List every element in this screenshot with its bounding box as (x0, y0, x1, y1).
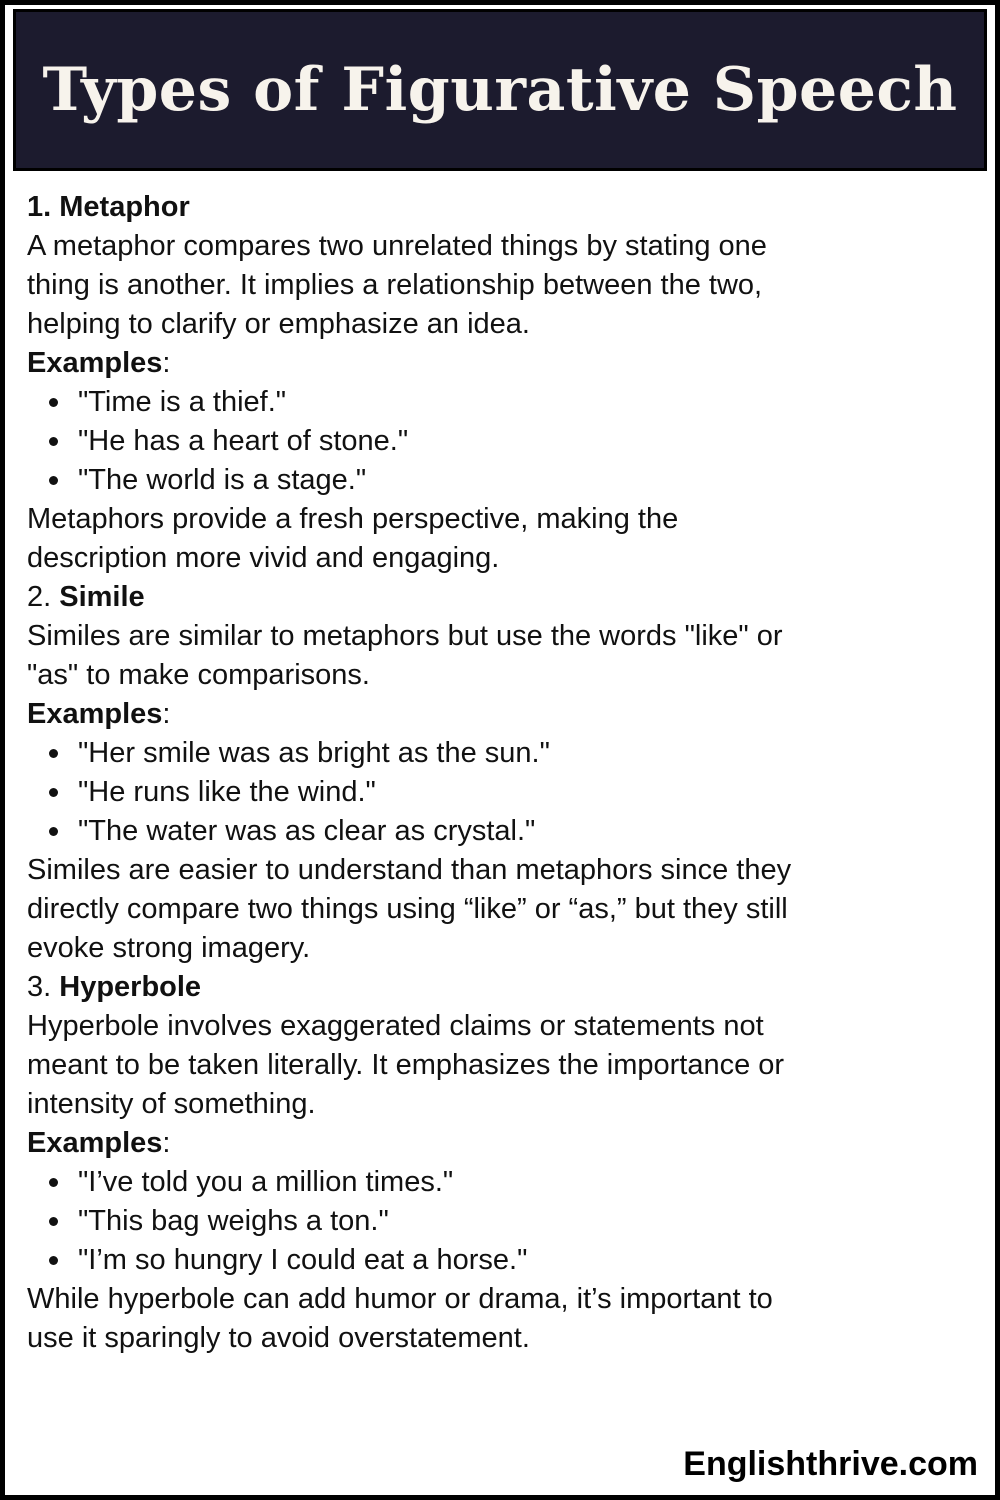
section-number: 2. (27, 581, 52, 613)
list-item (27, 734, 977, 773)
examples-heading: Examples: (27, 1127, 171, 1159)
description-line: helping to clarify or emphasize an idea. (27, 308, 530, 340)
description-line: Similes are similar to metaphors but use the words "like" or (27, 620, 783, 652)
example-text: "Her smile was as bright as the sun." (78, 737, 550, 769)
bullet-icon (49, 1217, 58, 1226)
list-item (27, 1163, 977, 1202)
bullet-icon (49, 1178, 58, 1187)
list-item (27, 383, 977, 422)
examples-heading: Examples: (27, 347, 171, 379)
bullet-icon (49, 788, 58, 797)
conclusion-line: evoke strong imagery. (27, 932, 311, 964)
example-text: "The water was as clear as crystal." (78, 815, 536, 847)
example-text: "I’ve told you a million times." (78, 1166, 454, 1198)
section-title: Hyperbole (59, 971, 202, 1003)
list-item (27, 812, 977, 851)
conclusion-line: description more vivid and engaging. (27, 542, 500, 574)
description-line: thing is another. It implies a relationship between the two, (27, 269, 763, 301)
example-text: "This bag weighs a ton." (78, 1205, 389, 1237)
list-item (27, 422, 977, 461)
description-line: Hyperbole involves exaggerated claims or statements not (27, 1010, 764, 1042)
bullet-icon (49, 1256, 58, 1265)
description-line: "as" to make comparisons. (27, 659, 370, 691)
section-title: Simile (59, 581, 145, 613)
bullet-icon (49, 827, 58, 836)
description-line: meant to be taken literally. It emphasizes the importance or (27, 1049, 785, 1081)
description-line: intensity of something. (27, 1088, 316, 1120)
site-watermark: Englishthrive.com (683, 1445, 978, 1483)
example-text: "Time is a thief." (78, 386, 287, 418)
bullet-icon (49, 749, 58, 758)
conclusion-line: use it sparingly to avoid overstatement. (27, 1322, 530, 1354)
conclusion-line: directly compare two things using “like” or “as,” but they still (27, 893, 788, 925)
section-simile (27, 578, 977, 968)
bullet-icon (49, 398, 58, 407)
example-text: "I’m so hungry I could eat a horse." (78, 1244, 528, 1276)
examples-label: Examples (27, 1127, 163, 1159)
section-heading (27, 968, 977, 1007)
section-hyperbole (27, 968, 977, 1358)
section-number: 3. (27, 971, 52, 1003)
bullet-icon (49, 437, 58, 446)
list-item (27, 461, 977, 500)
article-body (27, 188, 977, 1358)
section-heading (27, 578, 977, 617)
page-title: Types of Figurative Speech (42, 55, 958, 125)
bullet-icon (49, 476, 58, 485)
example-text: "He runs like the wind." (78, 776, 376, 808)
title-banner (13, 9, 987, 171)
list-item (27, 773, 977, 812)
examples-heading: Examples: (27, 698, 171, 730)
list-item (27, 1241, 977, 1280)
conclusion-line: Similes are easier to understand than metaphors since they (27, 854, 792, 886)
section-metaphor (27, 188, 977, 578)
section-number: 1. (27, 191, 52, 223)
list-item (27, 1202, 977, 1241)
conclusion-line: Metaphors provide a fresh perspective, making the (27, 503, 679, 535)
description-line: A metaphor compares two unrelated things by stating one (27, 230, 767, 262)
conclusion-line: While hyperbole can add humor or drama, it’s important to (27, 1283, 773, 1315)
examples-label: Examples (27, 347, 163, 379)
example-text: "The world is a stage." (78, 464, 367, 496)
section-heading (27, 188, 977, 227)
examples-label: Examples (27, 698, 163, 730)
example-text: "He has a heart of stone." (78, 425, 409, 457)
section-title: Metaphor (59, 191, 190, 223)
